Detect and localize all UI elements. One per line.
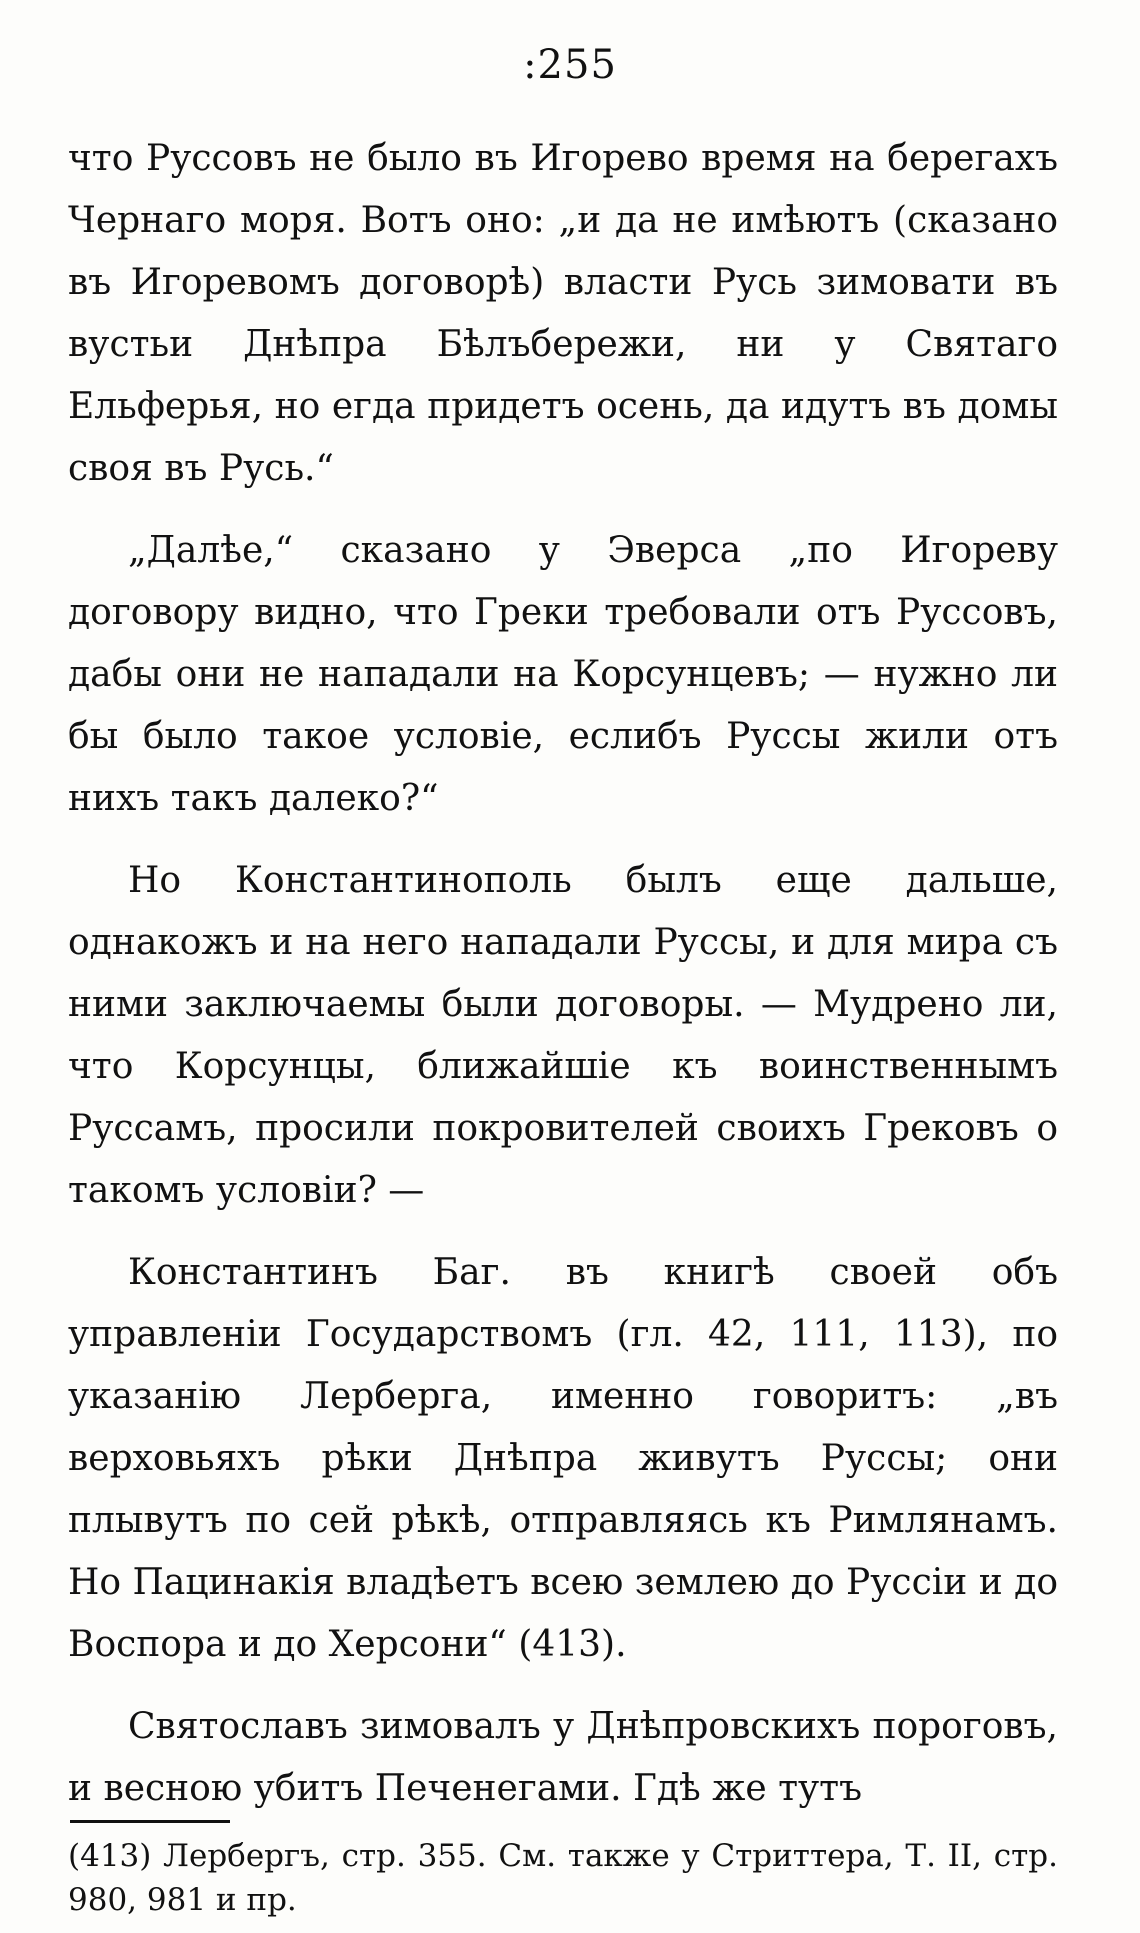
- paragraph-2: „Далѣе,“ сказано у Эверса „по Игореву договору видно, что Греки требовали отъ Руссовъ, дабы они не нападали на Корсунцевъ; — нужно ли бы было такое условіе, еслибъ Руссы жили отъ нихъ такъ далеко?“: [68, 530, 1058, 819]
- main-text: [68, 128, 1058, 1840]
- paragraph-1: что Руссовъ не было въ Игорево время на берегахъ Чернаго моря. Вотъ оно: „и да не имѣютъ (сказано въ Игоревомъ договорѣ) власти Русь зимовати въ вустьи Днѣпра Бѣлъбережи, ни у Святаго Ельферья, но егда придетъ осень, да идутъ въ домы своя въ Русь.“: [68, 138, 1058, 489]
- paragraph-4: Константинъ Баг. въ книгѣ своей объ управленіи Государствомъ (гл. 42, 111, 113), по указанію Лерберга, именно говоритъ: „въ верховьяхъ рѣки Днѣпра живутъ Руссы; они плывутъ по сей рѣкѣ, отправляясь къ Римлянамъ. Но Пацинакія владѣетъ всею землею до Руссіи и до Воспора и до Херсони“ (413).: [68, 1252, 1058, 1665]
- footnote-413: (413) Лербергъ, стр. 355. См. также у Стриттера, Т. II, стр. 980, 981 и пр.: [68, 1838, 1058, 1918]
- paragraph-3: Но Константинополь былъ еще дальше, однакожъ и на него нападали Руссы, и для мира съ ними заключаемы были договоры. — Мудрено ли, что Корсунцы, ближайшіе къ воинственнымъ Руссамъ, просили покровителей своихъ Грековъ о такомъ условіи? —: [68, 860, 1058, 1211]
- page-number: :255: [523, 42, 617, 88]
- paragraph-5: Святославъ зимовалъ у Днѣпровскихъ пороговъ, и весною убитъ Печенегами. Гдѣ же тутъ: [68, 1706, 1058, 1809]
- footnote-divider: [70, 1820, 230, 1823]
